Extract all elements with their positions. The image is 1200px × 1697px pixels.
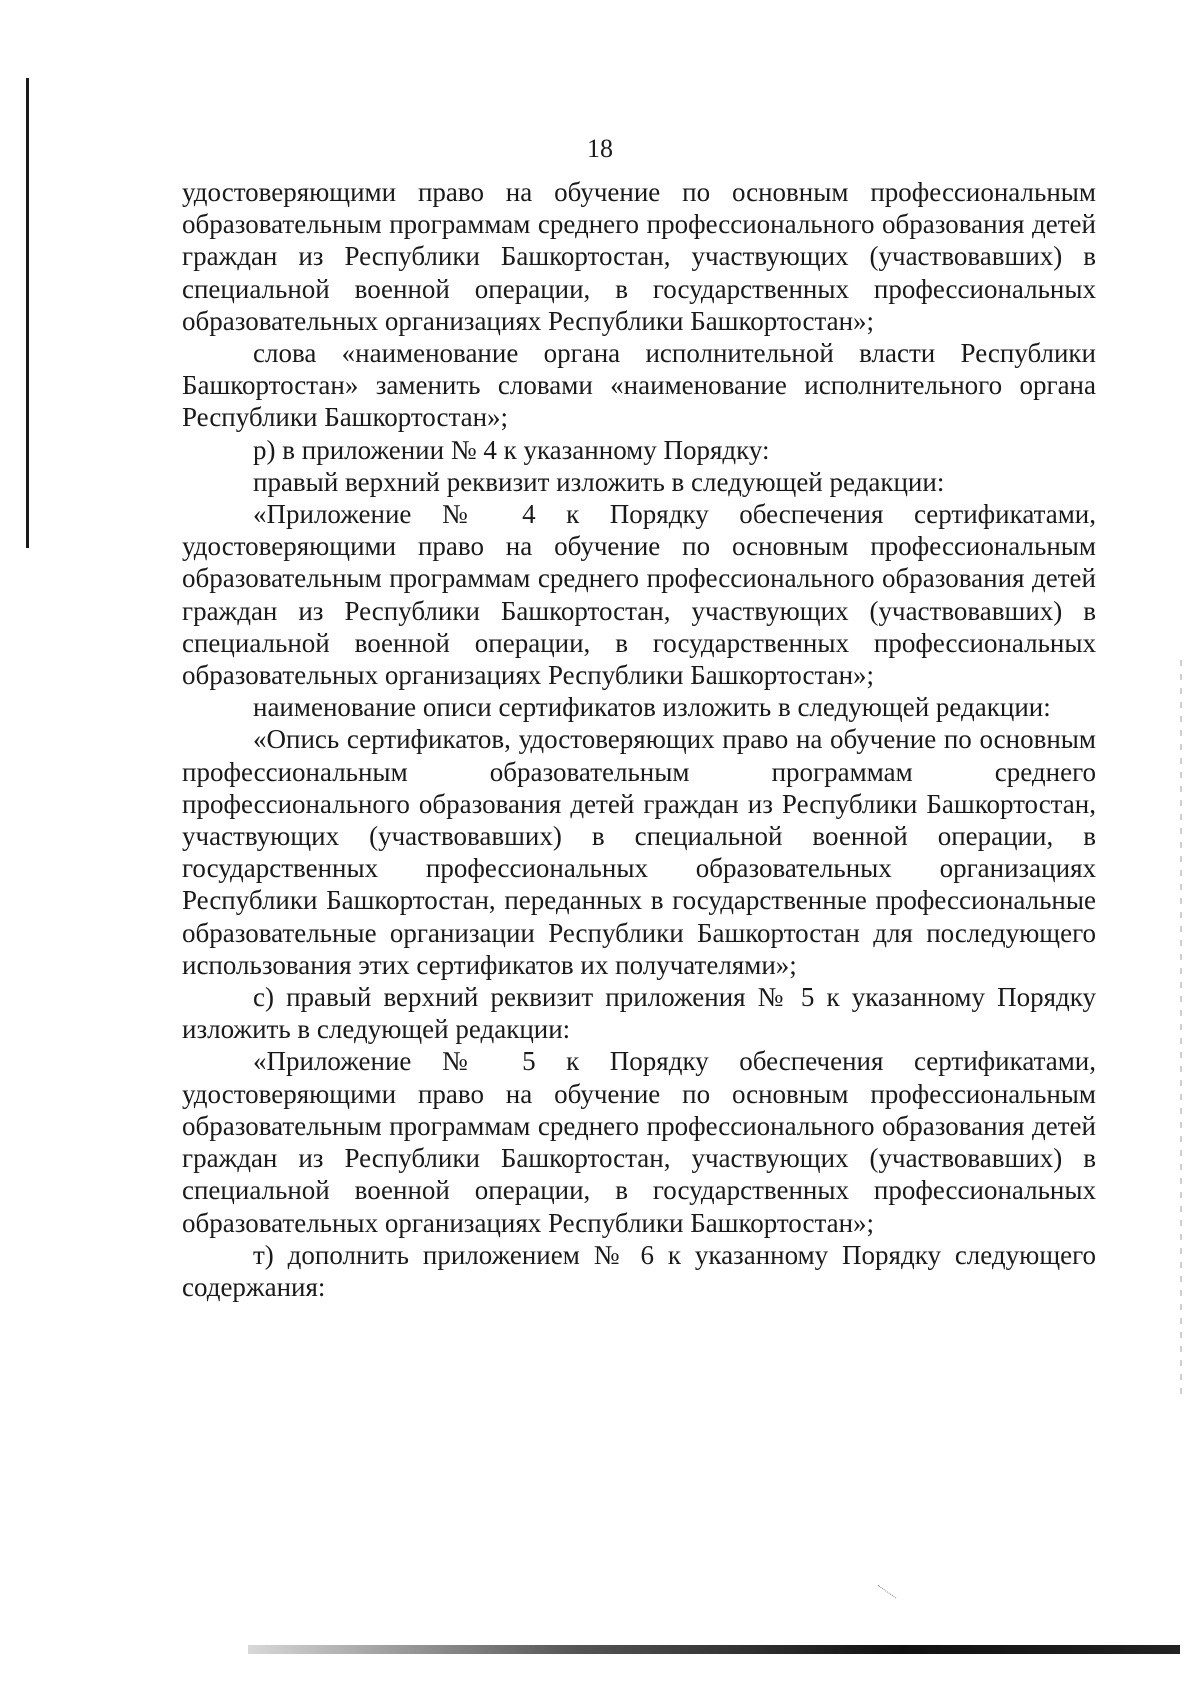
document-body	[182, 176, 1096, 1303]
paragraph: «Приложение № 5 к Порядку обеспечения сертификатами, удостоверяющими право на обучение по основным профессиональным образовательным программам среднего профессионального образования детей граждан из Республики Башкортостан, участвующих (участвовавших) в специальной военной операции, в государственных профессиональных образовательных организациях Республики Башкортостан»;	[182, 1046, 1096, 1238]
paragraph: правый верхний реквизит изложить в следующей редакции:	[253, 466, 945, 497]
paragraph: с) правый верхний реквизит приложения № 5 к указанному Порядку изложить в следующей редакции:	[182, 982, 1096, 1045]
scan-speck	[870, 1585, 897, 1610]
paragraph: слова «наименование органа исполнительной власти Республики Башкортостан» заменить словами «наименование исполнительного органа Республики Башкортостан»;	[182, 338, 1096, 433]
paragraph: «Опись сертификатов, удостоверяющих право на обучение по основным профессиональным образовательным программам среднего профессионального образования детей граждан из Республики Башкортостан, участвующих (участвовавших) в специальной военной операции, в государственных профессиональных образовательных организациях Республики Башкортостан, переданных в государственные профессиональные образовательные организации Республики Башкортостан для последующего использования этих сертификатов их получателями»;	[182, 724, 1096, 980]
paragraph: удостоверяющими право на обучение по основным профессиональным образовательным программам среднего профессионального образования детей граждан из Республики Башкортостан, участвующих (участвовавших) в специальной военной операции, в государственных профессиональных образовательных организациях Республики Башкортостан»;	[182, 177, 1096, 336]
paragraph: наименование описи сертификатов изложить в следующей редакции:	[253, 692, 1051, 723]
paragraph: р) в приложении № 4 к указанному Порядку:	[253, 434, 770, 465]
paragraph: «Приложение № 4 к Порядку обеспечения сертификатами, удостоверяющими право на обучение по основным профессиональным образовательным программам среднего профессионального образования детей граждан из Республики Башкортостан, участвующих (участвовавших) в специальной военной операции, в государственных профессиональных образовательных организациях Республики Башкортостан»;	[182, 499, 1096, 691]
scan-edge-right	[1180, 660, 1182, 1400]
page-number: 18	[587, 134, 613, 163]
paragraph: т) дополнить приложением № 6 к указанному Порядку следующего содержания:	[182, 1239, 1096, 1302]
scan-bottom-edge	[248, 1645, 1180, 1654]
